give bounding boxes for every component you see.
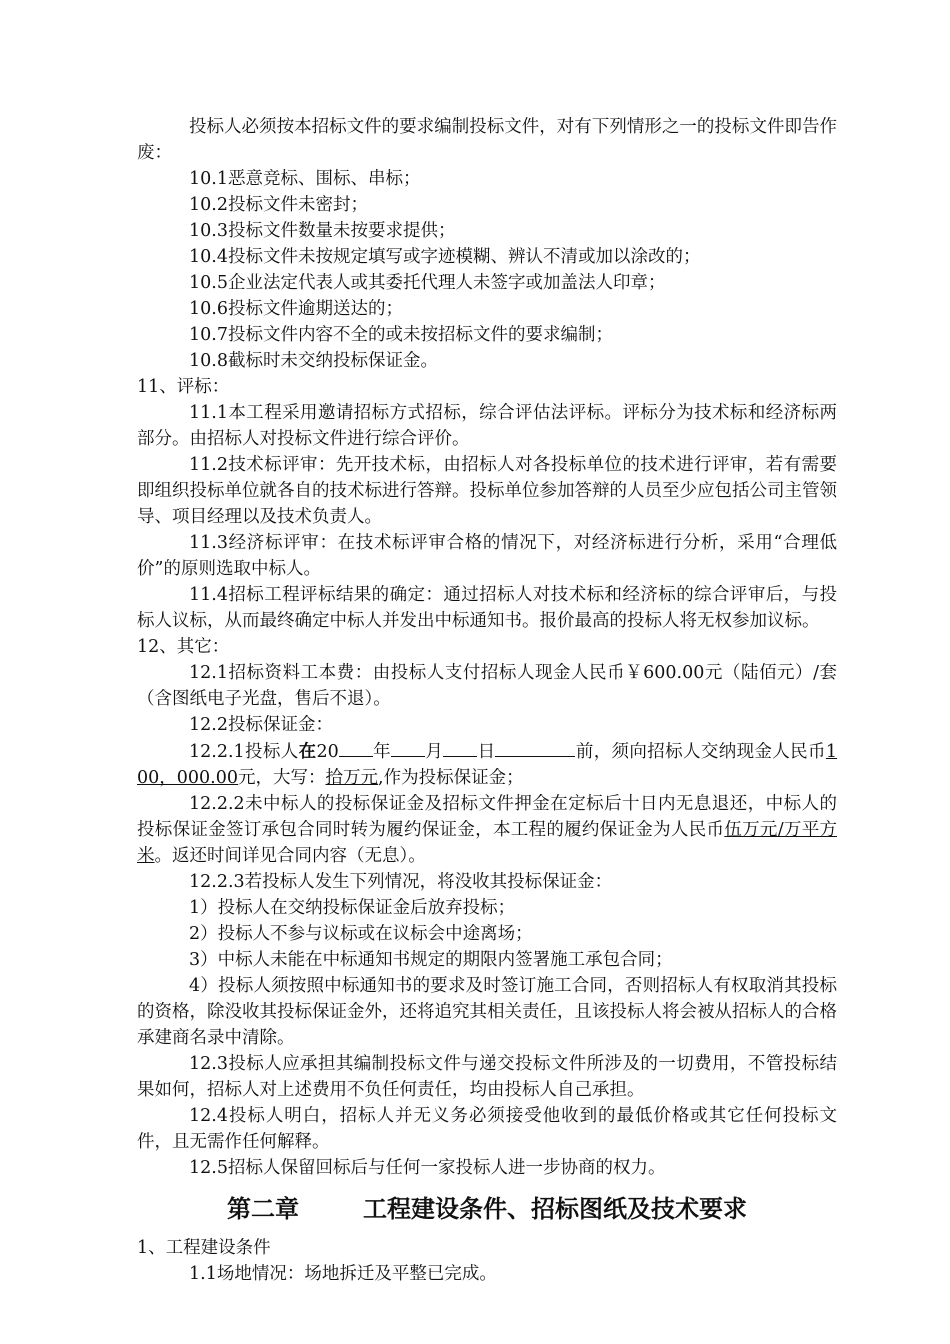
chapter-2-heading bbox=[137, 1189, 837, 1229]
section-12-1: 12.1招标资料工本费：由投标人支付招标人现金人民币￥600.00元（陆佰元）/套（含图纸电子光盘，售后不退）。 bbox=[137, 663, 837, 709]
text-run: ,作为投标保证金； bbox=[378, 768, 524, 788]
section-12-4: 12.4投标人明白，招标人并无义务必须接受他收到的最低价格或其它任何投标文件，且无需作任何解释。 bbox=[137, 1106, 837, 1152]
section-12-2-3: 12.2.3若投标人发生下列情况，将没收其投标保证金： bbox=[189, 872, 613, 892]
section-11-2: 11.2技术标评审：先开技术标，由招标人对各投标单位的技术进行评审，若有需要即组织投标单位就各自的技术标进行答辩。投标单位参加答辩的人员至少应包括公司主管领导、项目经理以及技术负责人。 bbox=[137, 455, 837, 527]
list-item: 10.2投标文件未密封； bbox=[189, 195, 368, 215]
year-blank bbox=[339, 738, 373, 757]
chapter-title: 工程建设条件、招标图纸及技术要求 bbox=[363, 1195, 747, 1223]
section-12-3: 12.3投标人应承担其编制投标文件与递交投标文件所涉及的一切费用，不管投标结果如何，招标人对上述费用不负任何责任，均由投标人自己承担。 bbox=[137, 1054, 837, 1100]
section-11-1: 11.1本工程采用邀请招标方式招标，综合评估法评标。评标分为技术标和经济标两部分。由招标人对投标文件进行综合评价。 bbox=[137, 403, 837, 449]
text-run: 前，须向招标人交纳现金人民币 bbox=[575, 742, 826, 762]
day-blank bbox=[443, 738, 477, 757]
time-blank bbox=[495, 738, 575, 757]
month-blank bbox=[391, 738, 425, 757]
forfeit-case-3: 3）中标人未能在中标通知书规定的期限内签署施工承包合同； bbox=[189, 950, 673, 970]
section-1-heading: 1、工程建设条件 bbox=[137, 1238, 271, 1258]
deposit-amount: 100，000.00 bbox=[137, 742, 838, 788]
section-11-heading: 11、评标： bbox=[137, 377, 230, 397]
section-12-5: 12.5招标人保留回标后与任何一家投标人进一步协商的权力。 bbox=[189, 1158, 666, 1178]
year-prefix: 20 bbox=[316, 742, 339, 762]
text-run: 日 bbox=[477, 742, 496, 762]
text-run: 月 bbox=[425, 742, 444, 762]
deposit-amount-words: 拾万元 bbox=[325, 768, 379, 788]
list-item: 10.1恶意竞标、围标、串标； bbox=[189, 169, 421, 189]
text-run: 12.2.2未中标人的投标保证金及招标文件押金在定标后十日内无息退还，中标人的投标保证金签订承包合同时转为履约保证金，本工程的履约保证金为人民币 bbox=[137, 794, 837, 840]
section-12-2-2 bbox=[137, 791, 837, 869]
text-run: 年 bbox=[372, 742, 391, 762]
section-11-3: 11.3经济标评审：在技术标评审合格的情况下，对经济标进行分析，采用“合理低价”的原则选取中标人。 bbox=[137, 533, 837, 579]
forfeit-case-1: 1）投标人在交纳投标保证金后放弃投标； bbox=[189, 898, 516, 918]
chapter-number: 第二章 bbox=[227, 1195, 299, 1223]
text-run: 。返还时间详见合同内容（无息）。 bbox=[154, 846, 426, 866]
text-run: 在 bbox=[298, 742, 317, 762]
list-item: 10.3投标文件数量未按要求提供； bbox=[189, 221, 456, 241]
section-12-2: 12.2投标保证金： bbox=[189, 715, 333, 735]
list-item: 10.8截标时未交纳投标保证金。 bbox=[189, 351, 438, 371]
list-item: 10.6投标文件逾期送达的； bbox=[189, 299, 403, 319]
section-12-heading: 12、其它： bbox=[137, 637, 230, 657]
section-12-2-1 bbox=[137, 738, 837, 791]
forfeit-case-4: 4）投标人须按照中标通知书的要求及时签订施工合同，否则招标人有权取消其投标的资格，除没收其投标保证金外，还将追究其相关责任，且该投标人将会被从招标人的合格承建商名录中清除。 bbox=[137, 976, 837, 1048]
text-run: 12.2.1投标人 bbox=[189, 742, 299, 762]
list-item: 10.5企业法定代表人或其委托代理人未签字或加盖法人印章； bbox=[189, 273, 666, 293]
performance-bond-amount: 伍万元/万平方米 bbox=[137, 820, 837, 866]
text-run: 元，大写： bbox=[238, 768, 326, 788]
intro-paragraph: 投标人必须按本招标文件的要求编制投标文件，对有下列情形之一的投标文件即告作废： bbox=[137, 117, 837, 163]
section-11-4: 11.4招标工程评标结果的确定：通过招标人对技术标和经济标的综合评审后，与投标人议标，从而最终确定中标人并发出中标通知书。报价最高的投标人将无权参加议标。 bbox=[137, 585, 837, 631]
list-item: 10.4投标文件未按规定填写或字迹模糊、辨认不清或加以涂改的； bbox=[189, 247, 701, 267]
invalid-bid-list bbox=[137, 166, 837, 374]
section-1-1: 1.1场地情况：场地拆迁及平整已完成。 bbox=[189, 1264, 497, 1284]
document-page bbox=[137, 114, 837, 1287]
forfeit-case-2: 2）投标人不参与议标或在议标会中途离场； bbox=[189, 924, 533, 944]
list-item: 10.7投标文件内容不全的或未按招标文件的要求编制； bbox=[189, 325, 613, 345]
